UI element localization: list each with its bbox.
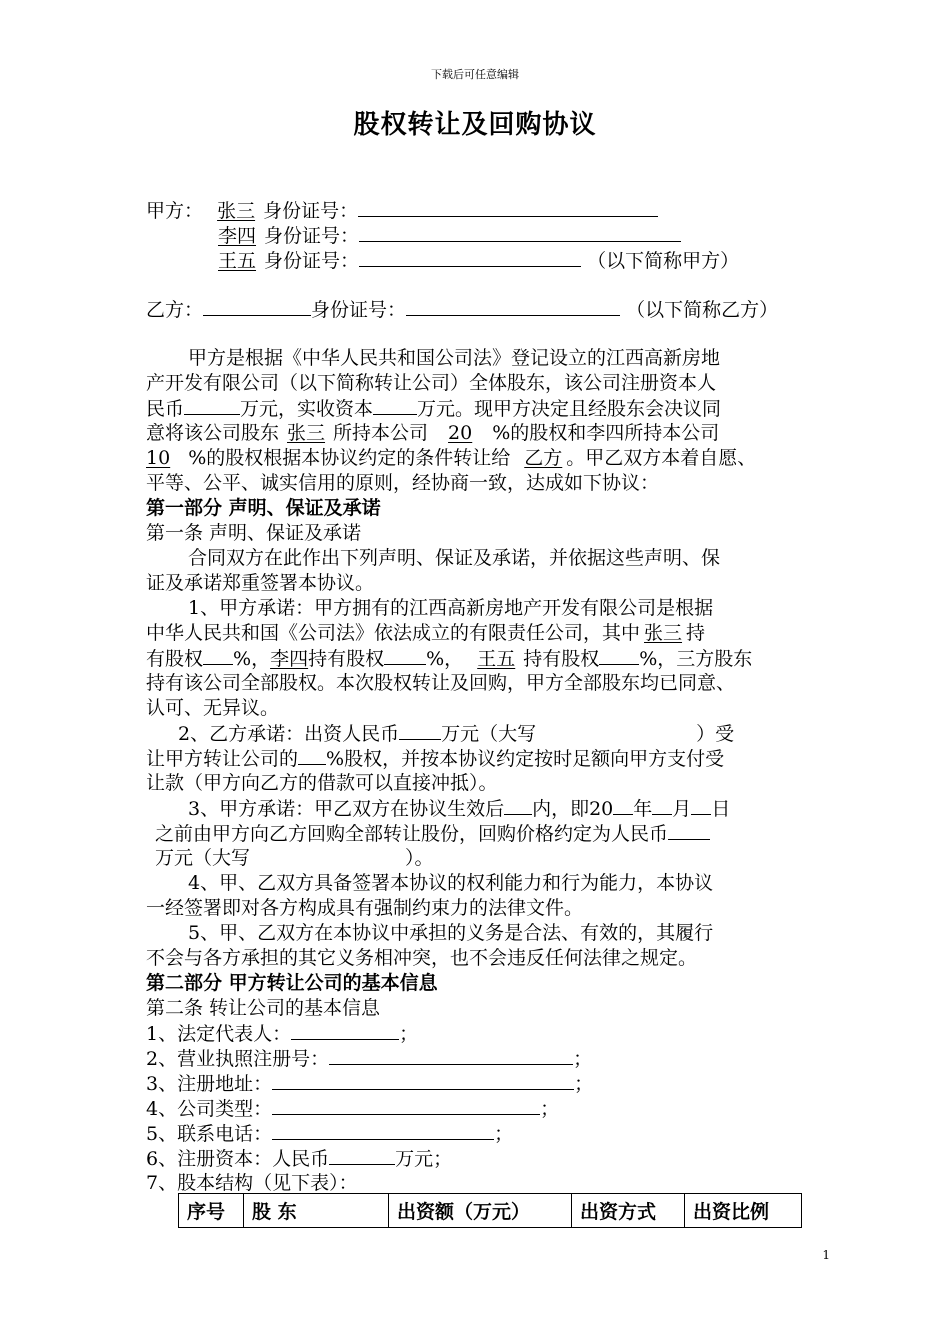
party-a-name-3: 王五 bbox=[218, 250, 257, 272]
part1-para-line-1: 合同双方在此作出下列声明、保证及承诺，并依据这些声明、保 bbox=[188, 547, 721, 569]
clause5-line-2: 不会与各方承担的其它义务相冲突，也不会违反任何法律之规定。 bbox=[146, 947, 698, 969]
clause2-line-2: 让甲方转让公司的 %股权，并按本协议约定按时足额向甲方支付受 bbox=[146, 748, 725, 770]
page-number: 1 bbox=[822, 1248, 830, 1262]
intro-line-5: 10 %的股权根据本协议约定的条件转让给 乙方 。甲乙双方本着自愿、 bbox=[146, 447, 757, 469]
clause3-line-3: 万元（大写 ）。 bbox=[155, 847, 434, 869]
clause1-line-4: 持有该公司全部股权。本次股权转让及回购，甲方全部股东均已同意、 bbox=[146, 672, 736, 694]
transferee: 乙方 bbox=[524, 447, 563, 469]
item-address: 3、注册地址： ； bbox=[146, 1073, 594, 1095]
intro-line-1: 甲方是根据《中华人民共和国公司法》登记设立的江西高新房地 bbox=[188, 347, 721, 369]
col-ratio: 出资比例 bbox=[685, 1194, 802, 1228]
part1-heading: 第一部分 声明、保证及承诺 bbox=[146, 497, 381, 519]
party-a-id-1 bbox=[358, 198, 658, 217]
percent-lisi: 10 bbox=[146, 447, 171, 469]
party-b-id bbox=[406, 297, 620, 316]
intro-line-6: 平等、公平、诚实信用的原则，经协商一致，达成如下协议： bbox=[146, 472, 660, 494]
clause1-line-2: 中华人民共和国《公司法》依法成立的有限责任公司，其中 张三 持 bbox=[146, 622, 706, 644]
party-a-line-1: 甲方： 张三 身份证号： bbox=[146, 198, 658, 223]
clause1-line-3: 有股权 %，李四持有股权 %， 王五 持有股权 %，三方股东 bbox=[146, 648, 753, 670]
share-structure-table bbox=[178, 1193, 802, 1228]
item-capital: 6、注册资本：人民币 万元； bbox=[146, 1148, 453, 1170]
party-a-id-2 bbox=[359, 223, 681, 242]
clause3-line-1: 3、甲方承诺：甲乙双方在协议生效后 内，即20 年 月 日 bbox=[188, 798, 731, 820]
article1-title: 第一条 声明、保证及承诺 bbox=[146, 522, 362, 544]
party-a-name-1: 张三 bbox=[217, 200, 256, 222]
party-a-name-2: 李四 bbox=[218, 225, 257, 247]
clause2-line-3: 让款（甲方向乙方的借款可以直接冲抵）。 bbox=[146, 772, 498, 794]
item-share-structure: 7、股本结构（见下表）： bbox=[146, 1172, 358, 1194]
intro-line-4: 意将该公司股东 张三 所持本公司 20 %的股权和李四所持本公司 bbox=[146, 422, 720, 444]
shareholder-zhangsan: 张三 bbox=[287, 422, 326, 444]
party-b-name bbox=[203, 297, 311, 316]
intro-line-3: 民币 万元，实收资本 万元。现甲方决定且经股东会决议同 bbox=[146, 398, 722, 420]
intro-line-2: 产开发有限公司（以下简称转让公司）全体股东，该公司注册资本人 bbox=[146, 372, 717, 394]
clause5-line-1: 5、甲、乙双方在本协议中承担的义务是合法、有效的，其履行 bbox=[188, 922, 714, 944]
col-amount: 出资额（万元） bbox=[389, 1194, 572, 1228]
clause2-line-1: 2、乙方承诺：出资人民币 万元（大写 ）受 bbox=[178, 723, 735, 745]
party-a-line-2: 李四 身份证号： bbox=[210, 223, 681, 248]
clause1-line-5: 认可、无异议。 bbox=[146, 697, 280, 719]
party-b-line: 乙方： 身份证号： （以下简称乙方） bbox=[146, 299, 779, 321]
header-note: 下载后可任意编辑 bbox=[431, 68, 519, 81]
clause4-line-1: 4、甲、乙双方具备签署本协议的权利能力和行为能力，本协议 bbox=[188, 872, 714, 894]
col-index: 序号 bbox=[179, 1194, 244, 1228]
item-legal-rep: 1、法定代表人： ； bbox=[146, 1023, 419, 1045]
article2-title: 第二条 转让公司的基本信息 bbox=[146, 997, 381, 1019]
party-a-line-3: 王五 身份证号： （以下简称甲方） bbox=[210, 248, 739, 273]
percent-zhangsan: 20 bbox=[448, 422, 473, 444]
col-shareholder: 股 东 bbox=[244, 1194, 389, 1228]
party-a-id-3 bbox=[359, 248, 581, 267]
clause3-line-2: 之前由甲方向乙方回购全部转让股份，回购价格约定为人民币 bbox=[155, 821, 710, 846]
document-title: 股权转让及回购协议 bbox=[353, 110, 597, 140]
item-phone: 5、联系电话： ； bbox=[146, 1123, 514, 1145]
part1-para-line-2: 证及承诺郑重签署本协议。 bbox=[146, 572, 375, 594]
table-header-row bbox=[179, 1194, 802, 1228]
item-company-type: 4、公司类型： ； bbox=[146, 1098, 560, 1120]
col-method: 出资方式 bbox=[572, 1194, 685, 1228]
item-license-no: 2、营业执照注册号： ； bbox=[146, 1048, 593, 1070]
part2-heading: 第二部分 甲方转让公司的基本信息 bbox=[146, 972, 438, 994]
clause4-line-2: 一经签署即对各方构成具有强制约束力的法律文件。 bbox=[146, 897, 584, 919]
clause1-line-1: 1、甲方承诺：甲方拥有的江西高新房地产开发有限公司是根据 bbox=[188, 597, 714, 619]
